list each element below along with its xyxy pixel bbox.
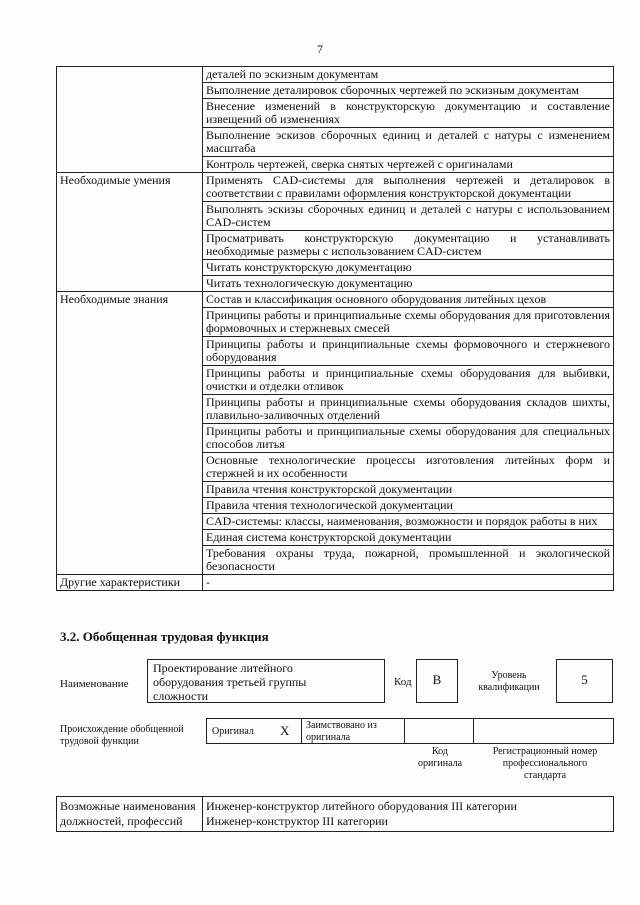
level-label: Уровень квалификации	[478, 670, 540, 693]
position-item: Инженер-конструктор литейного оборудования III категории	[206, 799, 517, 813]
knowledge-label: Необходимые знания	[57, 292, 203, 308]
reg-number-box	[473, 718, 614, 744]
empty-label-cell	[57, 67, 203, 83]
knowledge-item: Состав и классификация основного оборудования литейных цехов	[203, 292, 614, 308]
origin-label: Происхождение обобщенной трудовой функции	[60, 724, 184, 747]
level-value: 5	[581, 672, 588, 687]
positions-label: Возможные наименования должностей, профессий	[57, 797, 203, 832]
skill-item: Просматривать конструкторскую документацию и устанавливать необходимые размеры с использованием CAD-систем	[203, 231, 614, 260]
table-cell: Контроль чертежей, сверка снятых чертежей с оригиналами	[203, 157, 614, 173]
code-value: В	[432, 672, 442, 687]
positions-table	[56, 796, 614, 832]
knowledge-item: Правила чтения конструкторской документации	[203, 482, 614, 498]
table-cell: Выполнение деталировок сборочных чертежей по эскизным документам	[203, 83, 614, 99]
knowledge-item: Принципы работы и принципиальные схемы оборудования для специальных способов литья	[203, 424, 614, 453]
code-original-box	[404, 718, 474, 744]
original-label: Оригинал	[212, 726, 254, 737]
knowledge-item: Принципы работы и принципиальные схемы оборудования складов шихты, плавильно-заливочных отделений	[203, 395, 614, 424]
name-label: Наименование	[60, 678, 129, 690]
skill-item: Выполнять эскизы сборочных единиц и деталей с натуры с использованием CAD-систем	[203, 202, 614, 231]
knowledge-item: Правила чтения технологической документации	[203, 498, 614, 514]
other-label: Другие характеристики	[57, 575, 203, 591]
table-cell: Внесение изменений в конструкторскую документацию и составление извещений об изменениях	[203, 99, 614, 128]
positions-values	[203, 797, 614, 832]
skill-item: Применять CAD-системы для выполнения чертежей и деталировок в соответствии с правилами оформления конструкторской документации	[203, 173, 614, 202]
skills-knowledge-table	[56, 66, 614, 591]
reg-number-label: Регистрационный номер профессионального стандарта	[492, 746, 598, 781]
table-cell: деталей по эскизным документам	[203, 67, 614, 83]
name-value: Проектирование литейного оборудования третьей группы сложности	[153, 661, 307, 703]
code-original-label: Код оригинала	[417, 746, 463, 769]
knowledge-item: Принципы работы и принципиальные схемы оборудования для приготовления формовочных и стержневых смесей	[203, 308, 614, 337]
borrowed-label: Заимствовано из оригинала	[306, 720, 377, 743]
table-cell: Выполнение эскизов сборочных единиц и деталей с натуры с изменением масштаба	[203, 128, 614, 157]
knowledge-item: Принципы работы и принципиальные схемы оборудования для выбивки, очистки и отделки отливок	[203, 366, 614, 395]
skill-item: Читать технологическую документацию	[203, 276, 614, 292]
skill-item: Читать конструкторскую документацию	[203, 260, 614, 276]
knowledge-item: CAD-системы: классы, наименования, возможности и порядок работы в них	[203, 514, 614, 530]
other-value: -	[203, 575, 614, 591]
knowledge-item: Принципы работы и принципиальные схемы формовочного и стержневого оборудования	[203, 337, 614, 366]
code-label: Код	[394, 676, 412, 688]
skills-label: Необходимые умения	[57, 173, 203, 202]
section-heading: 3.2. Обобщенная трудовая функция	[60, 629, 269, 644]
knowledge-item: Основные технологические процессы изготовления литейных форм и стержней и их особенности	[203, 453, 614, 482]
knowledge-item: Единая система конструкторской документации	[203, 530, 614, 546]
page-number: 7	[317, 42, 323, 56]
knowledge-item: Требования охраны труда, пожарной, промышленной и экологической безопасности	[203, 546, 614, 575]
position-item: Инженер-конструктор III категории	[206, 814, 388, 828]
original-mark: X	[280, 723, 290, 738]
